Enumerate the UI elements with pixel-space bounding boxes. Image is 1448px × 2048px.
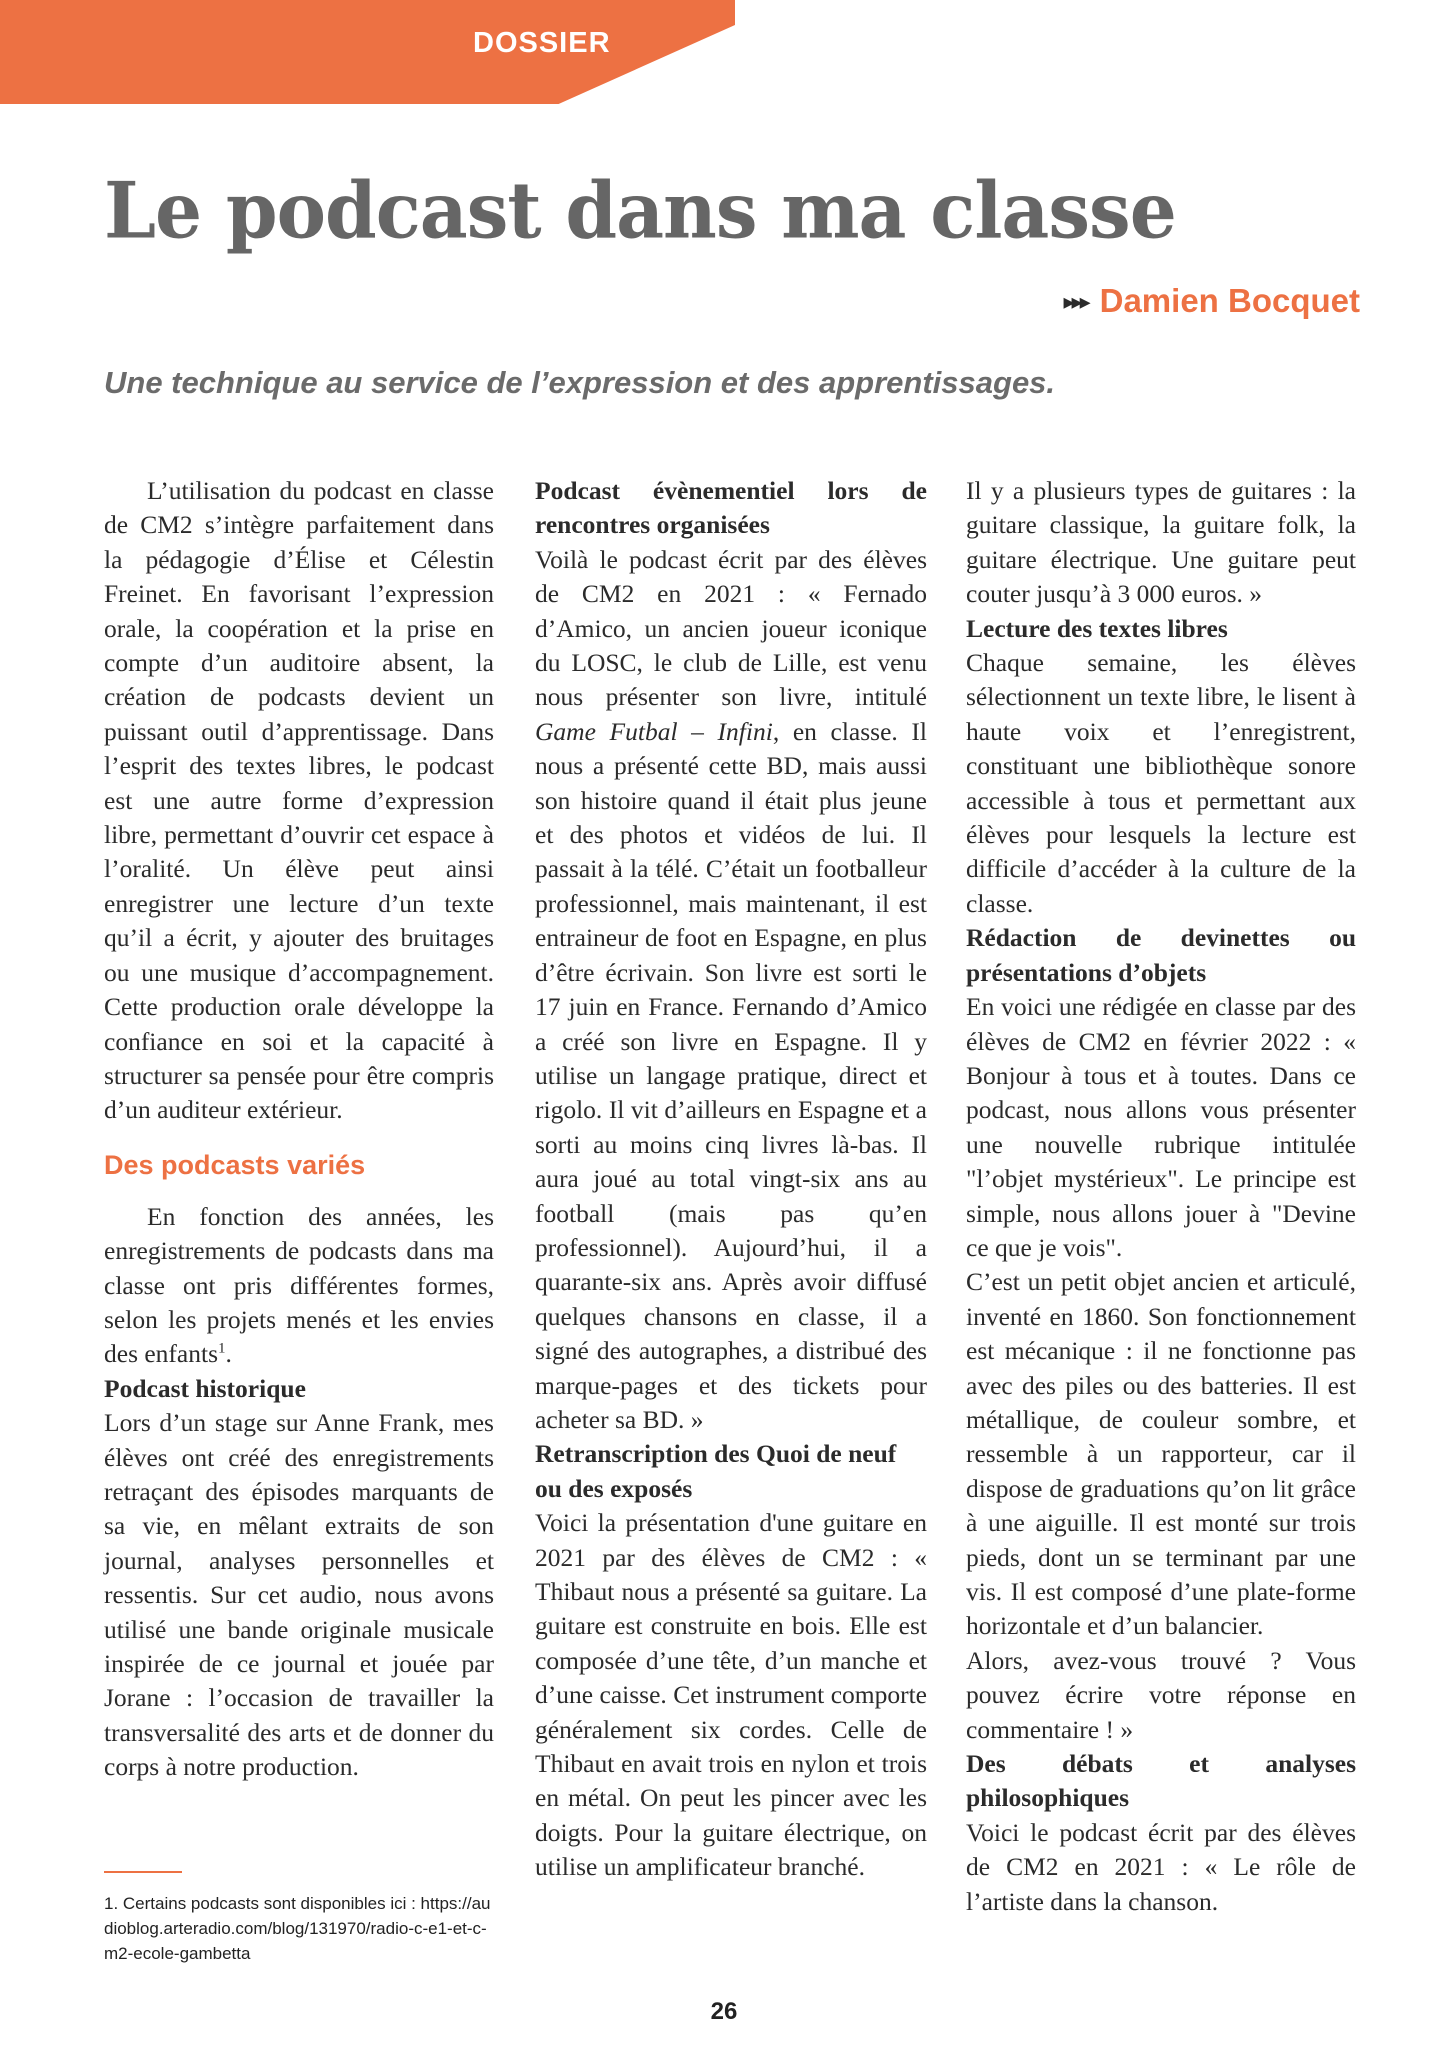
page-number: 26 [710,1998,738,2025]
footnote-rule [104,1871,182,1873]
author-name: Damien Bocquet [1099,282,1360,319]
heading-podcast-historique: Podcast historique [104,1373,306,1403]
paragraph-devinette-objet: C’est un petit objet ancien et articulé, inventé en 1860. Son fonctionnement est mécanique : il ne fonctionne pas avec des piles ou des batteries. Il est métallique, de couleur sombre, et ressemble à un rapporteur, car il dispose de graduations qu’on lit grâce à une aiguille. Il est monté sur trois pieds, dont un se terminant par une vis. Il est composé d’une plate-forme horizontale et d’un balancier. [966,1267,1356,1641]
column-2 [535,474,927,1885]
paragraph-formes-text: En fonction des années, les enregistrements de podcasts dans ma classe ont pris différentes formes, selon les projets menés et les envies des enfants [104,1201,494,1369]
heading-lecture-textes-libres: Lecture des textes libres [966,613,1228,643]
paragraph-lecture: Chaque semaine, les élèves sélectionnent un texte libre, le lisent à haute voix et l’enregistrent, constituant une bibliothèque sonore accessible à tous et permettant aux élèves pour lesquels la lecture est difficile d’accéder à la culture de la classe. [966,648,1356,918]
dossier-label: DOSSIER [473,27,611,59]
footnote: 1. Certains podcasts sont disponibles ici : https://audioblog.arteradio.com/blog/131970/radio-c-e1-et-c-m2-ecole-gambetta [104,1894,491,1963]
footnote-ref[interactable]: 1 [218,1340,226,1357]
paragraph-devinette-fin: Alors, avez-vous trouvé ? Vous pouvez écrire votre réponse en commentaire ! » [966,1645,1356,1744]
article-title: Le podcast dans ma classe [104,165,1176,257]
column-3 [966,474,1356,1919]
heading-retranscription: Retranscription des Quoi de neuf ou des exposés [535,1439,897,1503]
paragraph-formes-end: . [225,1339,232,1369]
heading-devinettes: Rédaction de devinettes ou présentations d’objets [966,923,1356,987]
paragraph-guitare: Voici la présentation d'une guitare en 2021 par des élèves de CM2 : « Thibaut nous a présenté sa guitare. La guitare est construite en bois. Elle est composée d’une tête, d’un manche et d’une caisse. Cet instrument comporte généralement six cordes. Celle de Thibaut en avait trois en nylon et trois en métal. On peut les pincer avec les doigts. Pour la guitare électrique, on utilise un amplificateur branché. [535,1508,927,1882]
heading-debats: Des débats et analyses philosophiques [966,1749,1356,1813]
article-subtitle: Une technique au service de l’expression et des apprentissages. [104,365,1056,400]
paragraph-guitare-suite: Il y a plusieurs types de guitares : la guitare classique, la guitare folk, la guitare électrique. Une guitare peut couter jusqu’à 3 000 euros. » [966,476,1356,609]
author-byline [1063,282,1360,320]
paragraph-formes [104,1200,494,1372]
book-title: Game Futbal – Infini [535,716,773,746]
paragraph-evenementiel [535,543,927,1438]
paragraph-devinette-intro: En voici une rédigée en classe par des élèves de CM2 en février 2022 : « Bonjour à tous et à toutes. Dans ce podcast, nous allons vous présenter une nouvelle rubrique intitulée "l’objet mystérieux". Le principe est simple, nous allons jouer à "Devine ce que je vois". [966,992,1356,1262]
paragraph-debats: Voici le podcast écrit par des élèves de CM2 en 2021 : « Le rôle de l’artiste dans la chanson. [966,1817,1356,1916]
paragraph-historique: Lors d’un stage sur Anne Frank, mes élèves ont créé des enregistrements retraçant des épisodes marquants de sa vie, en mêlant extraits de son journal, analyses personnelles et ressentis. Sur cet audio, nous avons utilisé une bande originale musicale inspirée de ce journal et jouée par Jorane : l’occasion de travailler la transversalité des arts et de donner du corps à notre production. [104,1408,494,1782]
paragraph-evenementiel-b: , en classe. Il nous a présenté cette BD, mais aussi son histoire quand il était plus jeune et des photos et vidéos de lui. Il passait à la télé. C’était un footballeur professionnel, mais maintenant, il est entraineur de foot en Espagne, en plus d’être écrivain. Son livre est sorti le 17 juin en France. Fernando d’Amico a créé son livre en Espagne. Il y utilise un langage pratique, direct et rigolo. Il vit d’ailleurs en Espagne et a sorti au moins cinq livres là-bas. Il aura joué au total vingt-six ans au football (mais pas qu’en professionnel). Aujourd’hui, il a quarante-six ans. Après avoir diffusé quelques chansons en classe, il a signé des autographes, a distribué des marque-pages et des tickets pour acheter sa BD. » [535,716,928,1434]
intro-paragraph: L’utilisation du podcast en classe de CM2 s’intègre parfaitement dans la pédagogie d’Élise et Célestin Freinet. En favorisant l’expression orale, la coopération et la prise en compte d’un auditoire absent, la création de podcasts devient un puissant outil d’apprentissage. Dans l’esprit des textes libres, le podcast est une autre forme d’expression libre, permettant d’ouvrir cet espace à l’oralité. Un élève peut ainsi enregistrer une lecture d’un texte qu’il a écrit, y ajouter des bruitages ou une musique d’accompagnement. Cette production orale développe la confiance en soi et la capacité à structurer sa pensée pour être compris d’un auditeur extérieur. [104,476,494,1125]
heading-podcast-evenementiel: Podcast évènementiel lors de rencontres organisées [535,476,927,540]
paragraph-evenementiel-a: Voilà le podcast écrit par des élèves de CM2 en 2021 : « Fernado d’Amico, un ancien joueur iconique du LOSC, le club de Lille, est venu nous présenter son livre, intitulé [535,544,927,712]
section-title-podcasts-varies: Des podcasts variés [104,1149,366,1180]
dossier-banner [0,0,735,104]
triple-arrow-icon: ▸▸▸ [1063,289,1088,314]
column-1 [104,474,494,1785]
